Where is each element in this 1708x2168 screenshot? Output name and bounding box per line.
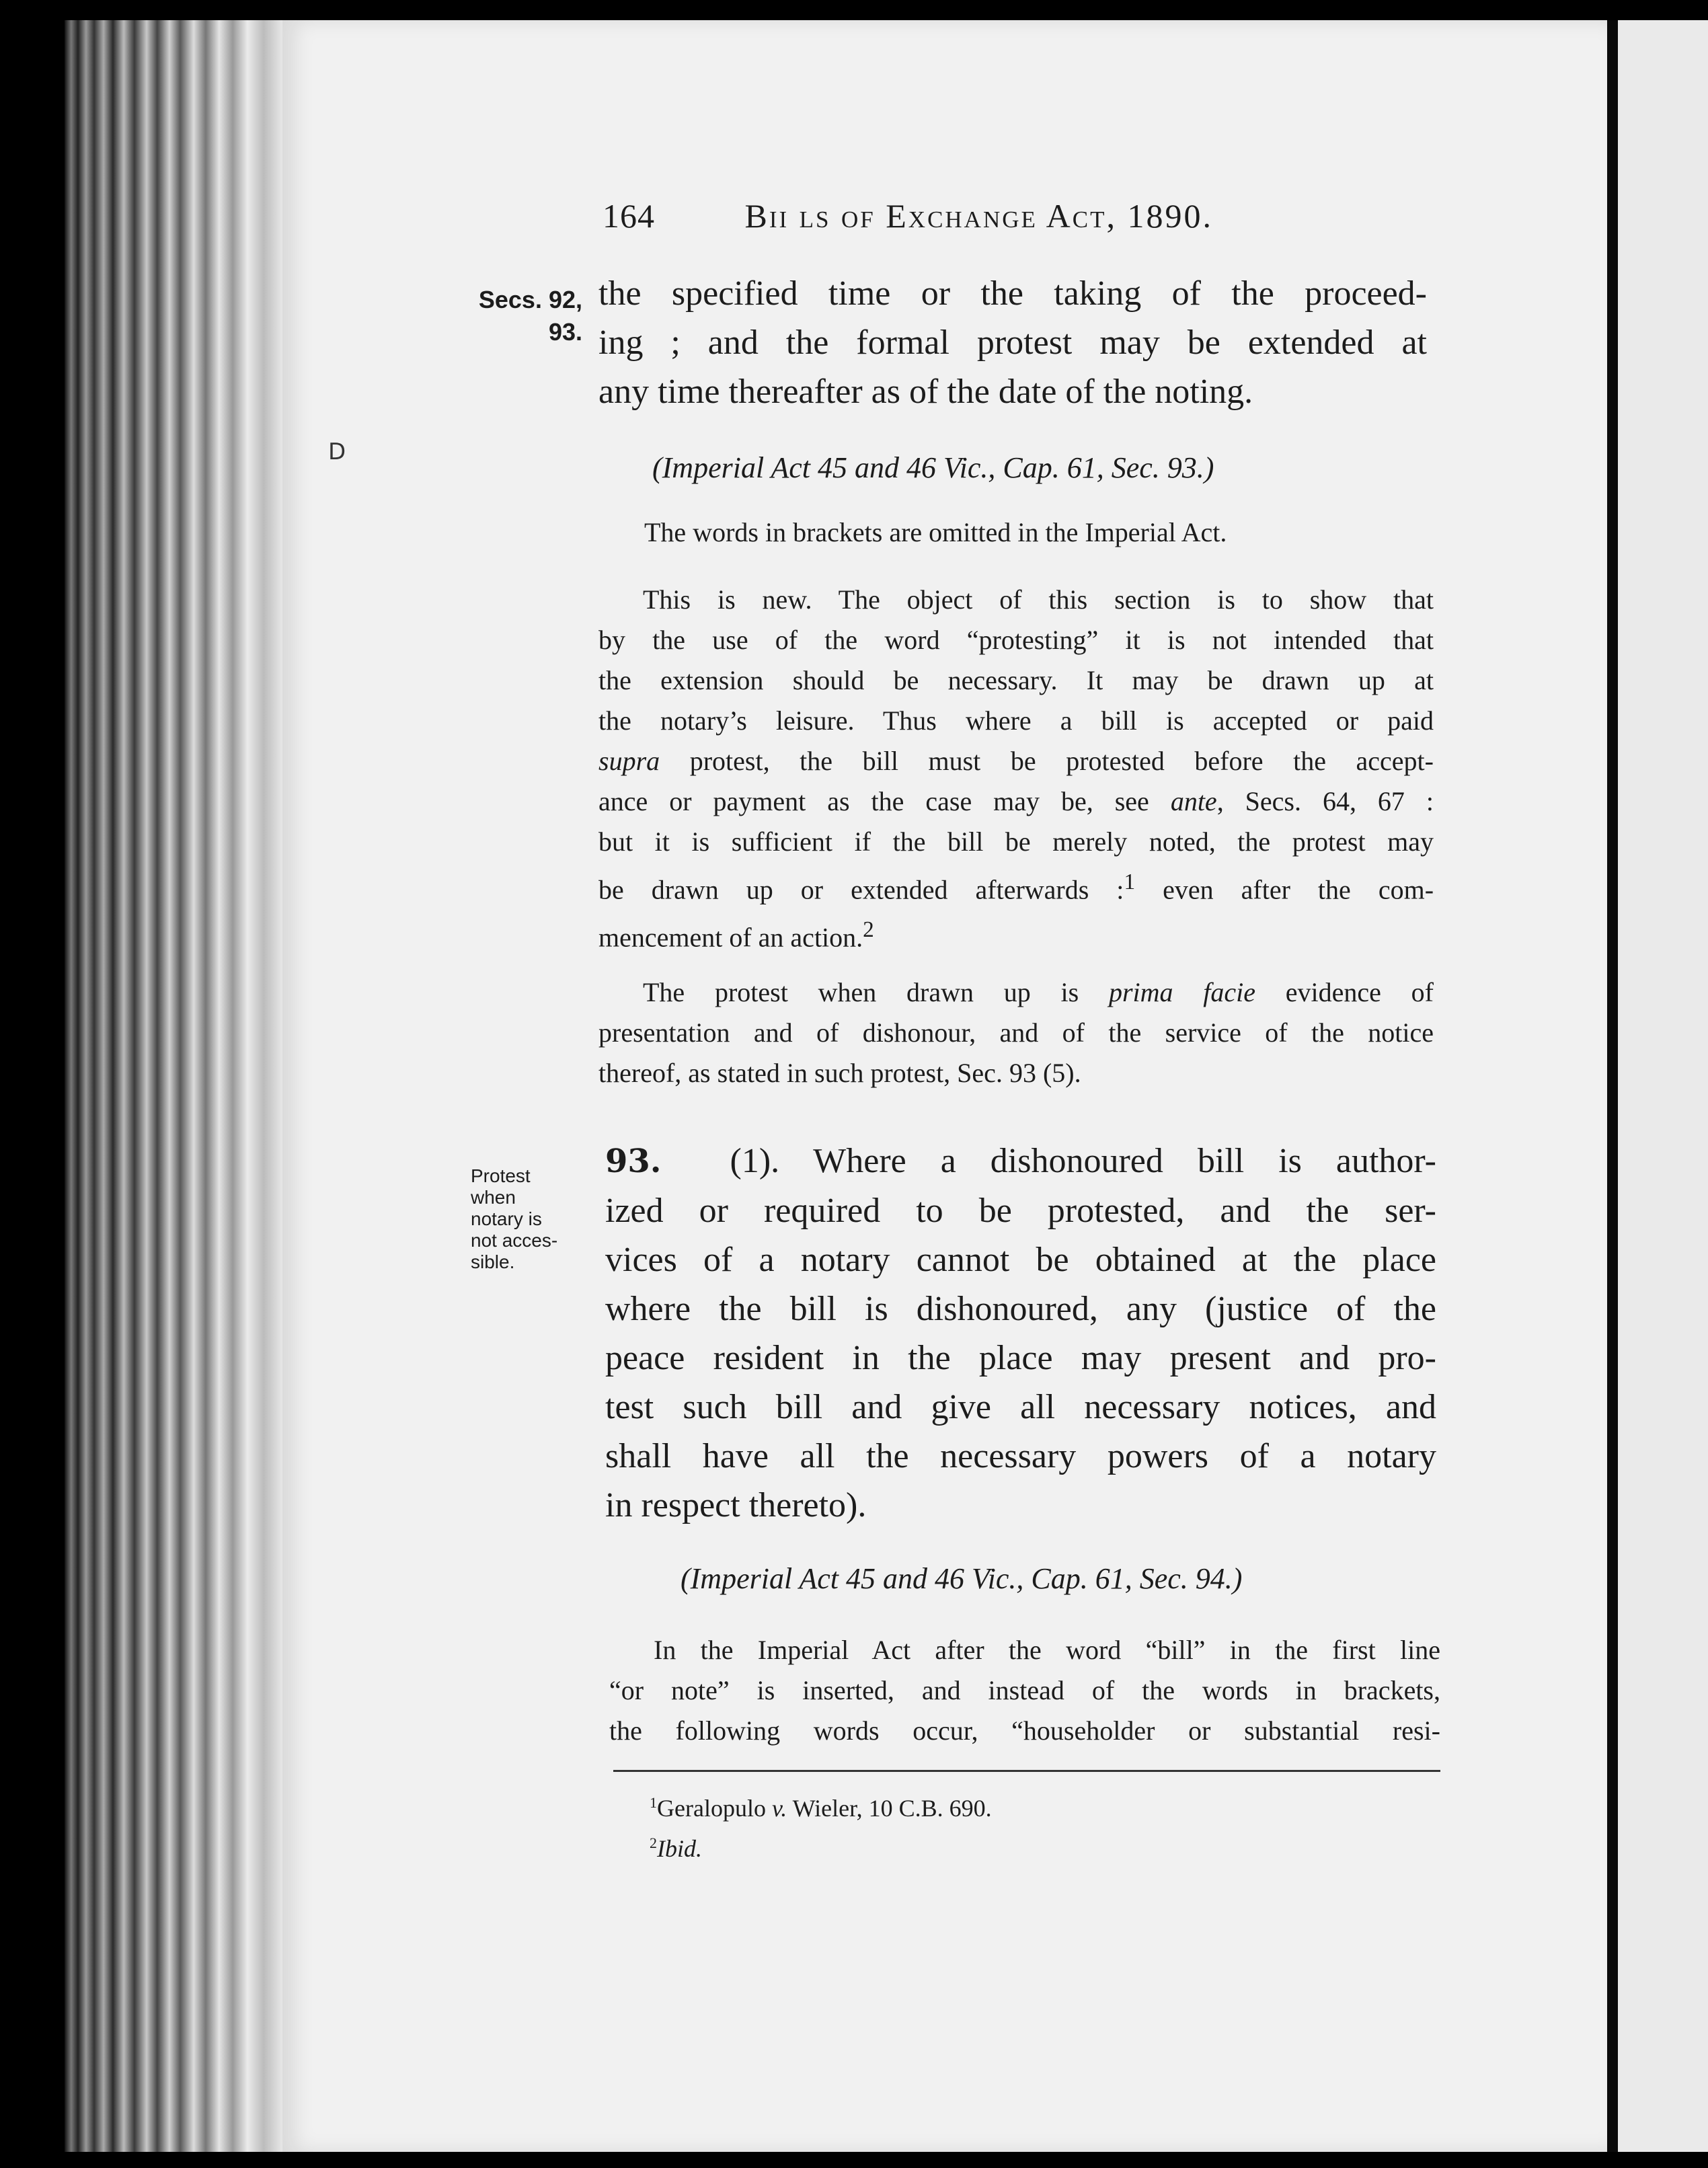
text-line: peace resident in the place may present and pro- [605,1339,1436,1377]
text-line: the notary’s leisure. Thus where a bill is accepted or paid [598,705,1434,736]
page-edges [65,20,286,2152]
section-number: 93. [605,1143,662,1180]
text-line: in respect thereto). [605,1486,867,1524]
imperial-act-paragraph [609,1630,1440,1751]
text-line: vices of a notary cannot be obtained at the place [605,1241,1436,1279]
text-line: supra protest, the bill must be protested before the accept- [598,746,1434,776]
text-line: mencement of an action.$^2$ [598,917,874,953]
footnote-ref: 2 [863,917,874,943]
margin-note-sections: Secs. 92, 93. [478,286,582,346]
italic-ante: ante [1170,786,1217,816]
text-line: ized or required to be protested, and the ser- [605,1192,1436,1230]
footnote-1: $^1$Geralopulo v. Wieler, 10 C.B. 690. [650,1794,992,1822]
text-line: ance or payment as the case may be, see ante, Secs. 64, 67 : [598,786,1434,816]
citation-sec-94: (Imperial Act 45 and 46 Vic., Cap. 61, Sec. 94.) [681,1562,1243,1595]
text-line: the specified time or the taking of the proceed- [598,274,1427,313]
text-line: “or note” is inserted, and instead of the words in brackets, [609,1675,1440,1705]
footnote-ref: 1 [1124,869,1136,894]
text-line: any time thereafter as of the date of the noting. [598,373,1253,411]
citation-sec-93: (Imperial Act 45 and 46 Vic., Cap. 61, Sec. 93.) [652,451,1214,484]
text-line: thereof, as stated in such protest, Sec. 93 (5). [598,1058,1081,1088]
gutter-shadow [1607,20,1618,2152]
text-line: The protest when drawn up is prima facie evidence of [643,977,1434,1007]
footnote-2: $^2$Ibid. [650,1834,702,1862]
text-line: be drawn up or extended afterwards :$^1$ even after the com- [598,869,1434,905]
text-line: shall have all the necessary powers of a notary [605,1437,1436,1475]
commentary-paragraph [598,580,1434,958]
text-line: 93. (1). Where a dishonoured bill is author- [605,1142,1436,1180]
stray-mark: D [328,438,346,465]
text-line: test such bill and give all necessary notices, and [605,1388,1436,1426]
text-line: the extension should be necessary. It may be drawn up at [598,665,1434,695]
page-number: 164 [603,197,655,235]
running-title: Bii ls of Exchange Act, 1890. [744,197,1213,235]
italic-supra: supra [598,746,660,776]
text-line: where the bill is dishonoured, any (justice of the [605,1290,1436,1328]
text-line: In the Imperial Act after the word “bill” in the first line [654,1635,1440,1665]
section-93-text [605,1136,1436,1530]
text-line: by the use of the word “protesting” it is not intended that [598,625,1434,655]
note-brackets-omitted: The words in brackets are omitted in the Imperial Act. [644,517,1227,547]
text-line: but it is sufficient if the bill be merely noted, the protest may [598,826,1434,857]
text-line: presentation and of dishonour, and of the service of the notice [598,1017,1434,1048]
text-line: the following words occur, “householder or substantial resi- [609,1715,1440,1746]
statute-text-continued [598,269,1427,416]
text-line: This is new. The object of this section is to show that [643,584,1434,615]
italic-prima-facie: prima facie [1108,977,1256,1007]
facing-page-edge [1618,20,1708,2152]
protest-evidence-paragraph [598,972,1434,1093]
margin-note-protest: Protest when notary is not acces- sible. [471,1165,558,1272]
running-head [603,196,1213,235]
footnote-rule [613,1770,1440,1772]
text-line: ing ; and the formal protest may be extended at [598,323,1427,362]
